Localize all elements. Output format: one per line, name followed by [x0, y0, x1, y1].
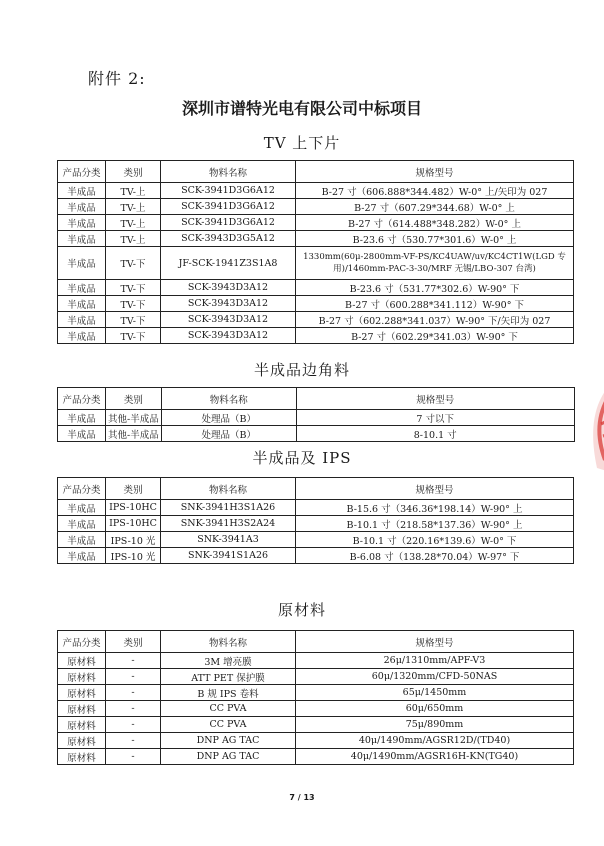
- cell-spec: B-27 寸（602.288*341.037）W-90° 下/矢印为 027: [296, 312, 574, 328]
- header-spec: 规格型号: [296, 388, 574, 410]
- section-title-tv: TV 上下片: [263, 134, 341, 152]
- table-header-row: [58, 388, 575, 410]
- cell-category: 半成品: [58, 231, 106, 247]
- header-spec: 规格型号: [296, 631, 574, 653]
- header-type: 类别: [106, 388, 162, 410]
- cell-type: -: [106, 701, 161, 717]
- header-category: 产品分类: [58, 631, 106, 653]
- cell-spec: B-15.6 寸（346.36*198.14）W-90° 上: [296, 500, 574, 516]
- cell-category: 半成品: [58, 183, 106, 199]
- header-category: 产品分类: [58, 388, 106, 410]
- cell-type: TV-下: [106, 247, 161, 280]
- table-row: [58, 749, 574, 765]
- table-row: [58, 280, 574, 296]
- cell-material: SCK-3943D3A12: [161, 312, 296, 328]
- cell-material: SCK-3943D3G5A12: [161, 231, 296, 247]
- cell-type: IPS-10HC: [106, 500, 161, 516]
- cell-material: SNK-3941H3S2A24: [161, 516, 296, 532]
- cell-type: 其他-半成品: [106, 426, 162, 442]
- cell-category: 半成品: [58, 516, 106, 532]
- cell-category: 半成品: [58, 500, 106, 516]
- table-row: [58, 516, 574, 532]
- cell-category: 原材料: [58, 685, 106, 701]
- cell-type: -: [106, 653, 161, 669]
- cell-material: JF-SCK-1941Z3S1A8: [161, 247, 296, 280]
- cell-category: 半成品: [58, 548, 106, 564]
- cell-spec: 65μ/1450mm: [296, 685, 574, 701]
- header-type: 类别: [106, 631, 161, 653]
- header-material: 物料名称: [161, 478, 296, 500]
- table-corner: [57, 387, 575, 442]
- cell-material: 处理品（B）: [161, 426, 296, 442]
- cell-spec: 40μ/1490mm/AGSR12D/(TD40): [296, 733, 574, 749]
- table-row: [58, 410, 575, 426]
- table-row: [58, 500, 574, 516]
- cell-spec: 60μ/1320mm/CFD-50NAS: [296, 669, 574, 685]
- cell-spec: B-23.6 寸（530.77*301.6）W-0° 上: [296, 231, 574, 247]
- cell-material: DNP AG TAC: [161, 749, 296, 765]
- table-row: [58, 183, 574, 199]
- cell-spec: B-27 寸（600.288*341.112）W-90° 下: [296, 296, 574, 312]
- cell-type: -: [106, 669, 161, 685]
- table-header-row: [58, 478, 574, 500]
- cell-spec: 8-10.1 寸: [296, 426, 574, 442]
- cell-material: SCK-3941D3G6A12: [161, 199, 296, 215]
- cell-type: IPS-10 光: [106, 548, 161, 564]
- cell-spec: B-27 寸（614.488*348.282）W-0° 上: [296, 215, 574, 231]
- table-row: [58, 199, 574, 215]
- cell-spec: B-23.6 寸（531.77*302.6）W-90° 下: [296, 280, 574, 296]
- header-spec: 规格型号: [296, 478, 574, 500]
- cell-material: SNK-3941S1A26: [161, 548, 296, 564]
- cell-category: 半成品: [58, 215, 106, 231]
- cell-spec: 1330mm(60μ-2800mm-VF-PS/KC4UAW/uv/KC4CT1W(LGD 专用)/1460mm-PAC-3-30/MRF 无锡/LBO-307 台湾): [296, 247, 574, 280]
- cell-type: 其他-半成品: [106, 410, 162, 426]
- table-row: [58, 717, 574, 733]
- cell-spec: 26μ/1310mm/APF-V3: [296, 653, 574, 669]
- table-row: [58, 247, 574, 280]
- table-row: [58, 548, 574, 564]
- cell-category: 半成品: [58, 532, 106, 548]
- cell-category: 原材料: [58, 669, 106, 685]
- cell-category: 半成品: [58, 328, 106, 344]
- cell-spec: B-6.08 寸（138.28*70.04）W-97° 下: [296, 548, 574, 564]
- header-category: 产品分类: [58, 478, 106, 500]
- cell-type: -: [106, 733, 161, 749]
- table-row: [58, 669, 574, 685]
- cell-category: 半成品: [58, 280, 106, 296]
- cell-spec: 60μ/650mm: [296, 701, 574, 717]
- table-row: [58, 215, 574, 231]
- page-title: 深圳市谱特光电有限公司中标项目: [181, 99, 422, 118]
- table-row: [58, 653, 574, 669]
- cell-type: TV-上: [106, 199, 161, 215]
- cell-spec: B-27 寸（602.29*341.03）W-90° 下: [296, 328, 574, 344]
- cell-material: CC PVA: [161, 701, 296, 717]
- cell-category: 半成品: [58, 296, 106, 312]
- cell-category: 原材料: [58, 749, 106, 765]
- cell-material: B 规 IPS 卷料: [161, 685, 296, 701]
- cell-type: TV-上: [106, 231, 161, 247]
- cell-type: TV-下: [106, 312, 161, 328]
- cell-material: SCK-3943D3A12: [161, 328, 296, 344]
- cell-type: TV-下: [106, 328, 161, 344]
- table-tv: [57, 160, 574, 344]
- page-number: 7 / 13: [289, 793, 315, 802]
- cell-material: SNK-3941A3: [161, 532, 296, 548]
- cell-material: SCK-3943D3A12: [161, 296, 296, 312]
- cell-category: 原材料: [58, 701, 106, 717]
- cell-category: 半成品: [58, 410, 106, 426]
- header-type: 类别: [106, 161, 161, 183]
- cell-spec: B-27 寸（607.29*344.68）W-0° 上: [296, 199, 574, 215]
- table-row: [58, 296, 574, 312]
- cell-category: 原材料: [58, 653, 106, 669]
- cell-category: 半成品: [58, 199, 106, 215]
- section-title-ips: 半成品及 IPS: [252, 449, 352, 467]
- cell-spec: B-10.1 寸（220.16*139.6）W-0° 下: [296, 532, 574, 548]
- seal-stamp: [583, 376, 604, 486]
- cell-material: SCK-3943D3A12: [161, 280, 296, 296]
- cell-material: SNK-3941H3S1A26: [161, 500, 296, 516]
- section-title-raw: 原材料: [277, 601, 326, 619]
- cell-type: IPS-10HC: [106, 516, 161, 532]
- cell-spec: B-10.1 寸（218.58*137.36）W-90° 上: [296, 516, 574, 532]
- attachment-label: 附件 2:: [88, 69, 146, 88]
- cell-type: TV-上: [106, 183, 161, 199]
- table-ips: [57, 477, 574, 564]
- cell-spec: B-27 寸（606.888*344.482）W-0° 上/矢印为 027: [296, 183, 574, 199]
- table-row: [58, 312, 574, 328]
- header-category: 产品分类: [58, 161, 106, 183]
- cell-type: TV-上: [106, 215, 161, 231]
- table-header-row: [58, 161, 574, 183]
- cell-category: 半成品: [58, 312, 106, 328]
- table-row: [58, 426, 575, 442]
- cell-material: SCK-3941D3G6A12: [161, 215, 296, 231]
- cell-type: TV-下: [106, 280, 161, 296]
- cell-category: 原材料: [58, 733, 106, 749]
- table-raw: [57, 630, 574, 765]
- cell-category: 半成品: [58, 426, 106, 442]
- header-spec: 规格型号: [296, 161, 574, 183]
- header-type: 类别: [106, 478, 161, 500]
- cell-material: 3M 增亮膜: [161, 653, 296, 669]
- cell-material: SCK-3941D3G6A12: [161, 183, 296, 199]
- table-row: [58, 701, 574, 717]
- table-row: [58, 532, 574, 548]
- cell-type: TV-下: [106, 296, 161, 312]
- cell-type: -: [106, 717, 161, 733]
- cell-type: IPS-10 光: [106, 532, 161, 548]
- cell-spec: 7 寸以下: [296, 410, 574, 426]
- table-row: [58, 733, 574, 749]
- cell-type: -: [106, 685, 161, 701]
- header-material: 物料名称: [161, 388, 296, 410]
- cell-material: ATT PET 保护膜: [161, 669, 296, 685]
- cell-material: 处理品（B）: [161, 410, 296, 426]
- header-material: 物料名称: [161, 631, 296, 653]
- cell-category: 半成品: [58, 247, 106, 280]
- cell-spec: 40μ/1490mm/AGSR16H-KN(TG40): [296, 749, 574, 765]
- header-material: 物料名称: [161, 161, 296, 183]
- cell-type: -: [106, 749, 161, 765]
- table-row: [58, 685, 574, 701]
- table-header-row: [58, 631, 574, 653]
- table-row: [58, 231, 574, 247]
- table-row: [58, 328, 574, 344]
- section-title-corner: 半成品边角料: [253, 361, 350, 379]
- cell-material: DNP AG TAC: [161, 733, 296, 749]
- cell-category: 原材料: [58, 717, 106, 733]
- cell-material: CC PVA: [161, 717, 296, 733]
- cell-spec: 75μ/890mm: [296, 717, 574, 733]
